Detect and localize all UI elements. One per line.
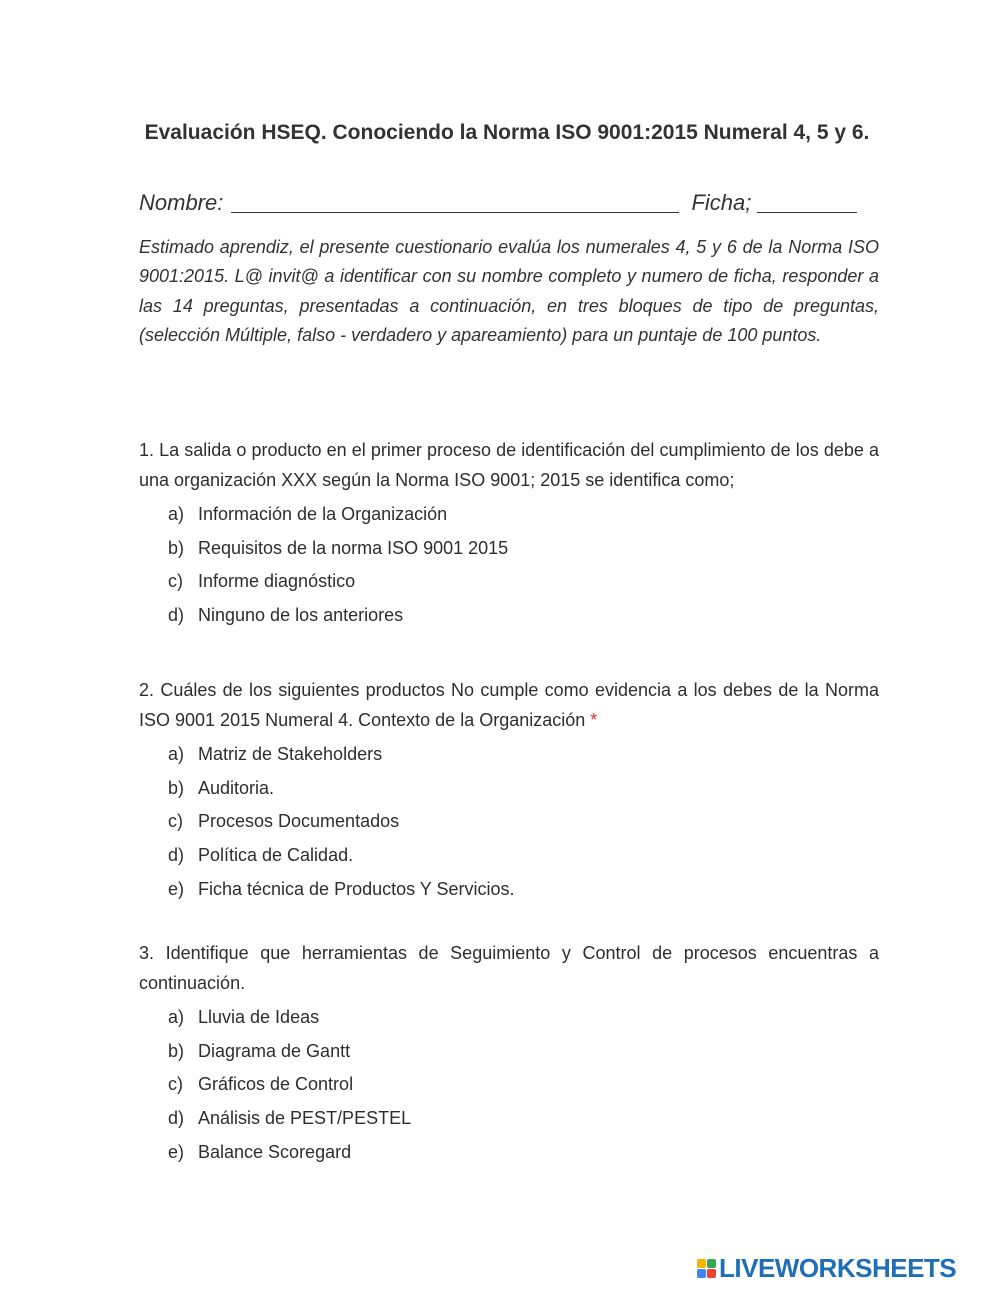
option-text: Matriz de Stakeholders — [198, 744, 383, 764]
option-letter: a) — [168, 1007, 185, 1027]
student-info-line — [139, 188, 879, 218]
option-letter: b) — [168, 777, 185, 798]
question-3 — [139, 939, 879, 998]
option-letter: a) — [168, 504, 185, 524]
name-label: Nombre: — [139, 190, 224, 215]
option-text: Procesos Documentados — [198, 811, 400, 832]
option-item[interactable] — [168, 1102, 411, 1136]
ficha-label: Ficha; — [691, 190, 752, 215]
option-text: Diagrama de Gantt — [198, 1040, 351, 1061]
question-3-options — [168, 1001, 411, 1169]
option-text: Lluvia de Ideas — [198, 1007, 320, 1027]
option-text: Ficha técnica de Productos Y Servicios. — [198, 878, 515, 899]
option-text: Requisitos de la norma ISO 9001 2015 — [198, 537, 509, 558]
question-1 — [139, 436, 879, 495]
option-item[interactable] — [168, 873, 515, 907]
name-field[interactable] — [231, 192, 679, 213]
option-item[interactable] — [168, 1068, 411, 1102]
option-text: Balance Scoregard — [198, 1141, 352, 1162]
option-item[interactable] — [168, 532, 508, 566]
option-item[interactable] — [168, 839, 515, 873]
option-item[interactable] — [168, 1136, 411, 1170]
option-text: Ninguno de los anteriores — [198, 605, 404, 626]
option-letter: d) — [168, 605, 185, 626]
liveworksheets-logo[interactable] — [697, 1254, 956, 1282]
logo-square — [707, 1259, 716, 1268]
option-letter: d) — [168, 845, 185, 866]
logo-square — [697, 1269, 706, 1278]
option-letter: d) — [168, 1108, 185, 1129]
option-item[interactable] — [168, 805, 515, 839]
question-text: 2. Cuáles de los siguientes productos No cumple como evidencia a los debes de la Norma ISO 9001 2015 Numeral 4. Contexto de la Organización — [139, 680, 879, 730]
option-text: Información de la Organización — [198, 504, 448, 524]
option-text: Política de Calidad. — [198, 845, 354, 866]
page-title: Evaluación HSEQ. Conociendo la Norma ISO 9001:2015 Numeral 4, 5 y 6. — [144, 121, 870, 144]
option-letter: c) — [168, 811, 183, 832]
option-item[interactable] — [168, 498, 508, 532]
option-text: Gráficos de Control — [198, 1074, 354, 1095]
option-item[interactable] — [168, 565, 508, 599]
logo-text: LIVEWORKSHEETS — [719, 1253, 957, 1283]
question-2 — [139, 676, 879, 735]
option-letter: a) — [168, 744, 185, 764]
option-letter: b) — [168, 1040, 185, 1061]
option-letter: b) — [168, 537, 185, 558]
question-1-options — [168, 498, 508, 633]
question-text: 1. La salida o producto en el primer proceso de identificación del cumplimiento de los debe a una organización XXX según la Norma ISO 9001; 2015 se identifica como; — [139, 440, 879, 490]
option-text: Auditoria. — [198, 777, 275, 798]
option-text: Informe diagnóstico — [198, 571, 356, 592]
option-item[interactable] — [168, 772, 515, 806]
required-asterisk: * — [590, 709, 598, 730]
option-item[interactable] — [168, 738, 515, 772]
option-letter: e) — [168, 1141, 185, 1162]
option-item[interactable] — [168, 1001, 411, 1035]
question-text: 3. Identifique que herramientas de Seguimiento y Control de procesos encuentras a continuación. — [139, 943, 879, 993]
option-letter: c) — [168, 1074, 183, 1095]
instructions-paragraph: Estimado aprendiz, el presente cuestionario evalúa los numerales 4, 5 y 6 de la Norma ISO 9001:2015. L@ invit@ a identificar con su nombre completo y numero de ficha, responder a las 14 preguntas, presentadas a continuación, en tres bloques de tipo de preguntas, (selección Múltiple, falso - verdadero y apareamiento) para un puntaje de 100 puntos. — [139, 237, 879, 346]
option-item[interactable] — [168, 599, 508, 633]
option-item[interactable] — [168, 1035, 411, 1069]
ficha-field[interactable] — [757, 192, 857, 213]
logo-square — [707, 1269, 716, 1278]
logo-square — [697, 1259, 706, 1268]
option-text: Análisis de PEST/PESTEL — [198, 1108, 412, 1129]
option-letter: e) — [168, 878, 185, 899]
logo-mark-icon — [697, 1259, 716, 1278]
question-2-options — [168, 738, 515, 906]
option-letter: c) — [168, 571, 183, 592]
